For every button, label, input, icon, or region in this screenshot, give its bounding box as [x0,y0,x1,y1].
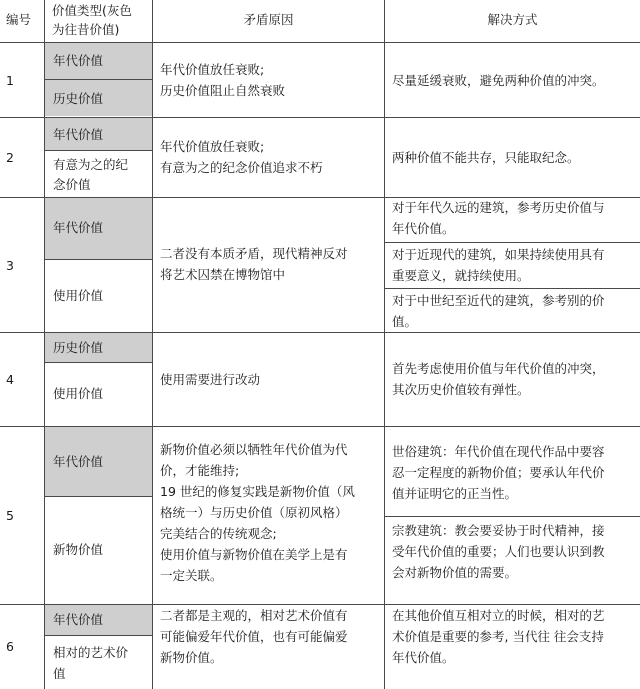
row-2-reason-2: 有意为之的纪念价值追求不朽 [160,160,323,175]
row-5-reason-2: 价，才能维持; [160,463,240,478]
row-5-solution-2-line-1: 宗教建筑：教会要妥协于时代精神，接 [392,523,605,538]
row-1-value-b: 历史价值 [53,91,104,106]
row-5-reason-7: 一定关联。 [160,568,223,583]
header-value-type-line1: 价值类型(灰色 [52,3,132,18]
row-5-solution-2-line-2: 受年代价值的重要；人们也要认识到教 [392,544,605,559]
row-6-value-a: 年代价值 [53,612,104,627]
row-6-solution-1-line-1: 在其他价值互相对立的时候，相对的艺 [392,608,605,623]
row-3-solution-1-line-1: 对于年代久远的建筑，参考历史价值与 [392,200,605,215]
row-6-number: 6 [6,639,14,654]
row-3-solution-3-line-1: 对于中世纪至近代的建筑，参考别的价 [392,293,605,308]
row-2-value-a: 年代价值 [53,127,104,142]
row-4-reason-1: 使用需要进行改动 [160,372,261,387]
row-5-reason-1: 新物价值必须以牺牲年代价值为代 [160,442,348,457]
row-6-solution-1-line-2: 术价值是重要的参考, 当代往 往会支持 [392,629,604,644]
row-5-reason-5: 完美结合的传统观念; [160,526,277,541]
row-6-reason-2: 可能偏爱年代价值，也有可能偏爱 [160,629,348,644]
row-6-reason-1: 二者都是主观的，相对艺术价值有 [160,608,348,623]
row-4-solution-1-line-1: 首先考虑使用价值与年代价值的冲突， [392,361,605,376]
row-4-solution-1-line-2: 其次历史价值较有弹性。 [392,382,530,397]
row-2-value-b-2: 念价值 [53,177,91,192]
row-5-reason-4: 格统一）与历史价值（原初风格） [160,505,348,520]
row-4-value-a: 历史价值 [53,340,104,355]
row-5-solution-1-line-1: 世俗建筑：年代价值在现代作品中要容 [392,444,605,459]
row-5-solution-1-line-2: 忍一定程度的新物价值；要承认年代价 [392,465,605,480]
row-1-reason-1: 年代价值放任衰败; [160,62,265,77]
header-number: 编号 [6,12,32,27]
header-solution: 解决方式 [487,12,538,27]
row-1-value-a: 年代价值 [53,53,104,68]
row-5-reason-3: 19 世纪的修复实践是新物价值（风 [160,484,355,499]
row-6-value-b-1: 相对的艺术价 [53,645,129,660]
row-5-reason-6: 使用价值与新物价值在美学上是有 [160,547,348,562]
row-2-reason-1: 年代价值放任衰败; [160,139,265,154]
row-3-reason-2: 将艺术囚禁在博物馆中 [160,267,286,282]
row-3-solution-1-line-2: 年代价值。 [392,221,455,236]
row-1-number: 1 [6,73,14,88]
row-1-reason-2: 历史价值阻止自然衰败 [160,83,286,98]
row-2-value-b-1: 有意为之的纪 [53,157,129,172]
row-5-value-a: 年代价值 [53,454,104,469]
header-value-type-line2: 为往昔价值) [52,22,120,37]
row-5-value-b: 新物价值 [53,542,104,557]
row-6-solution-1-line-3: 年代价值。 [392,650,455,665]
row-3-solution-3-line-2: 值。 [392,314,418,329]
row-5-solution-1-line-3: 值并证明它的正当性。 [392,486,518,501]
row-3-value-b: 使用价值 [53,288,104,303]
row-2-solution-1: 两种价值不能共存，只能取纪念。 [392,150,580,165]
row-5-number: 5 [6,508,14,523]
row-3-number: 3 [6,258,14,273]
row-3-solution-2-line-1: 对于近现代的建筑，如果持续使用具有 [392,247,605,262]
row-6-reason-3: 新物价值。 [160,650,223,665]
header-reason: 矛盾原因 [243,12,294,27]
row-4-number: 4 [6,372,14,387]
row-1-solution-1: 尽量延缓衰败，避免两种价值的冲突。 [392,73,605,88]
row-2-number: 2 [6,150,14,165]
row-3-solution-2-line-2: 重要意义，就持续使用。 [392,268,530,283]
row-5-solution-2-line-3: 会对新物价值的需要。 [392,565,518,580]
row-6-value-b-2: 值 [53,666,66,681]
row-3-reason-1: 二者没有本质矛盾，现代精神反对 [160,246,348,261]
row-3-value-a: 年代价值 [53,220,104,235]
row-4-value-b: 使用价值 [53,386,104,401]
